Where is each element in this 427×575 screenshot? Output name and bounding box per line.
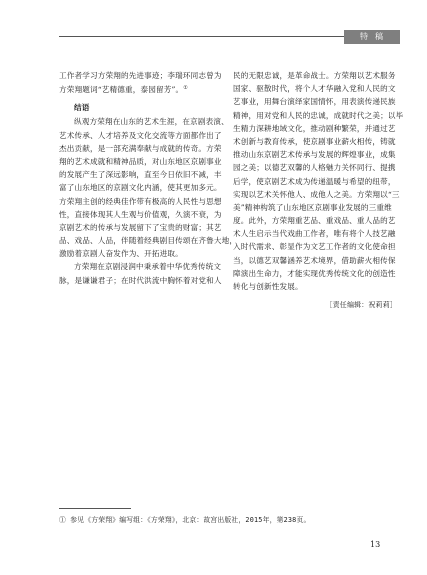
- page-number: 13: [370, 540, 381, 549]
- text-line: 脉，是谦谦君子；在时代洪流中胸怀着对党和人: [59, 275, 222, 285]
- text-line: 激励着京剧人奋发作为、开拓进取。: [59, 249, 183, 259]
- text-line: 性，直接体现其人生观与价值观，久演不衰，为: [59, 209, 222, 219]
- editor-credit: ［责任编辑：祝莉莉］: [325, 301, 397, 310]
- text-line: 障演出生命力，才能实现优秀传统文化的创造性: [233, 268, 396, 278]
- text-line: 的发展产生了深远影响，直至今日依旧不减，丰: [59, 170, 222, 180]
- text-line: 度。此外，方荣翔重艺品、重戏品、重人品的艺: [233, 216, 396, 226]
- text-line: 精神，用对党和人民的忠诚，成就时代之美；以毕: [233, 110, 404, 120]
- text-line: 富了山东地区的京剧文化内涵，使其更加多元。: [59, 183, 222, 193]
- text-line: 国家、驱散时代，将个人才华融入党和人民的文: [233, 84, 396, 94]
- header-rule: [59, 36, 344, 37]
- text-line: 转化与创新性发展。: [233, 282, 303, 291]
- text-line: 工作者学习方荣翔的先进事迹；李瑞环同志曾为: [59, 71, 222, 80]
- footnote: ① 参见《方荣翔》编写组：《方荣翔》，北京：故宫出版社，2015年，第238页。: [59, 516, 311, 524]
- text-line: 入时代需求、彰显作为文艺工作者的文化使命担: [233, 242, 396, 252]
- text-line: 艺事业，用舞台演绎家国情怀，用表演传递民族: [233, 97, 396, 107]
- text-line: 杰出贡献，是一部充满奉献与成就的传奇。方荣: [59, 143, 222, 153]
- section-heading: 结语: [74, 103, 90, 113]
- text-line: 术人生启示当代戏曲工作者，唯有将个人技艺融: [233, 229, 396, 239]
- text-line: 当，以德艺双馨涵养艺术境界，借助薪火相传保: [233, 255, 396, 265]
- text-line: 生精力深耕地域文化，推动剧种繁荣，并通过艺: [233, 123, 396, 133]
- text-line: 方荣翔题词“艺精德重，泰园留芳”。①: [59, 85, 188, 95]
- text-line: 京剧艺术的传承与发展留下了宝贵的财富；其艺: [59, 222, 222, 232]
- section-label: 特稿: [344, 30, 400, 44]
- left-column: [59, 69, 238, 287]
- footnote-rule: [59, 508, 131, 509]
- text-line: 品、戏品、人品，伴随着经典剧目传颂在齐鲁大地，: [59, 236, 238, 246]
- footnote-marker: ①: [183, 85, 188, 92]
- text-line: 方荣翔主创的经典佳作带有极高的人民性与思想: [59, 196, 222, 206]
- text-line: 后学，使京剧艺术成为传递温暖与希望的纽带，: [233, 176, 396, 186]
- text-line: 术创新与教育传承，使京剧事业薪火相传，铸就: [233, 136, 396, 146]
- text-line: 推动山东京剧艺术传承与发展的辉煌事业，成集: [233, 150, 396, 160]
- text-line: 美”精神构筑了山东地区京剧事业发展的三重维: [233, 202, 392, 212]
- text-line: 纵观方荣翔在山东的艺术生涯，在京剧表演、: [74, 117, 229, 127]
- text-line: 翔的艺术成就和精神品质，对山东地区京剧事业: [59, 156, 222, 166]
- text-line: 民的无限忠诚，是革命战士。方荣翔以艺术服务: [233, 71, 396, 80]
- text-line: 实现以艺术关怀他人、成他人之美。方荣翔以“三: [233, 189, 400, 199]
- text-line: 园之美；以德艺双馨的人格魅力关怀同行、提携: [233, 163, 396, 173]
- text-line: 艺术传承、人才培养及文化交流等方面都作出了: [59, 130, 222, 140]
- right-column: [233, 69, 404, 312]
- text-line: 方荣翔在京剧浸润中秉承着中华优秀传统文: [74, 262, 222, 272]
